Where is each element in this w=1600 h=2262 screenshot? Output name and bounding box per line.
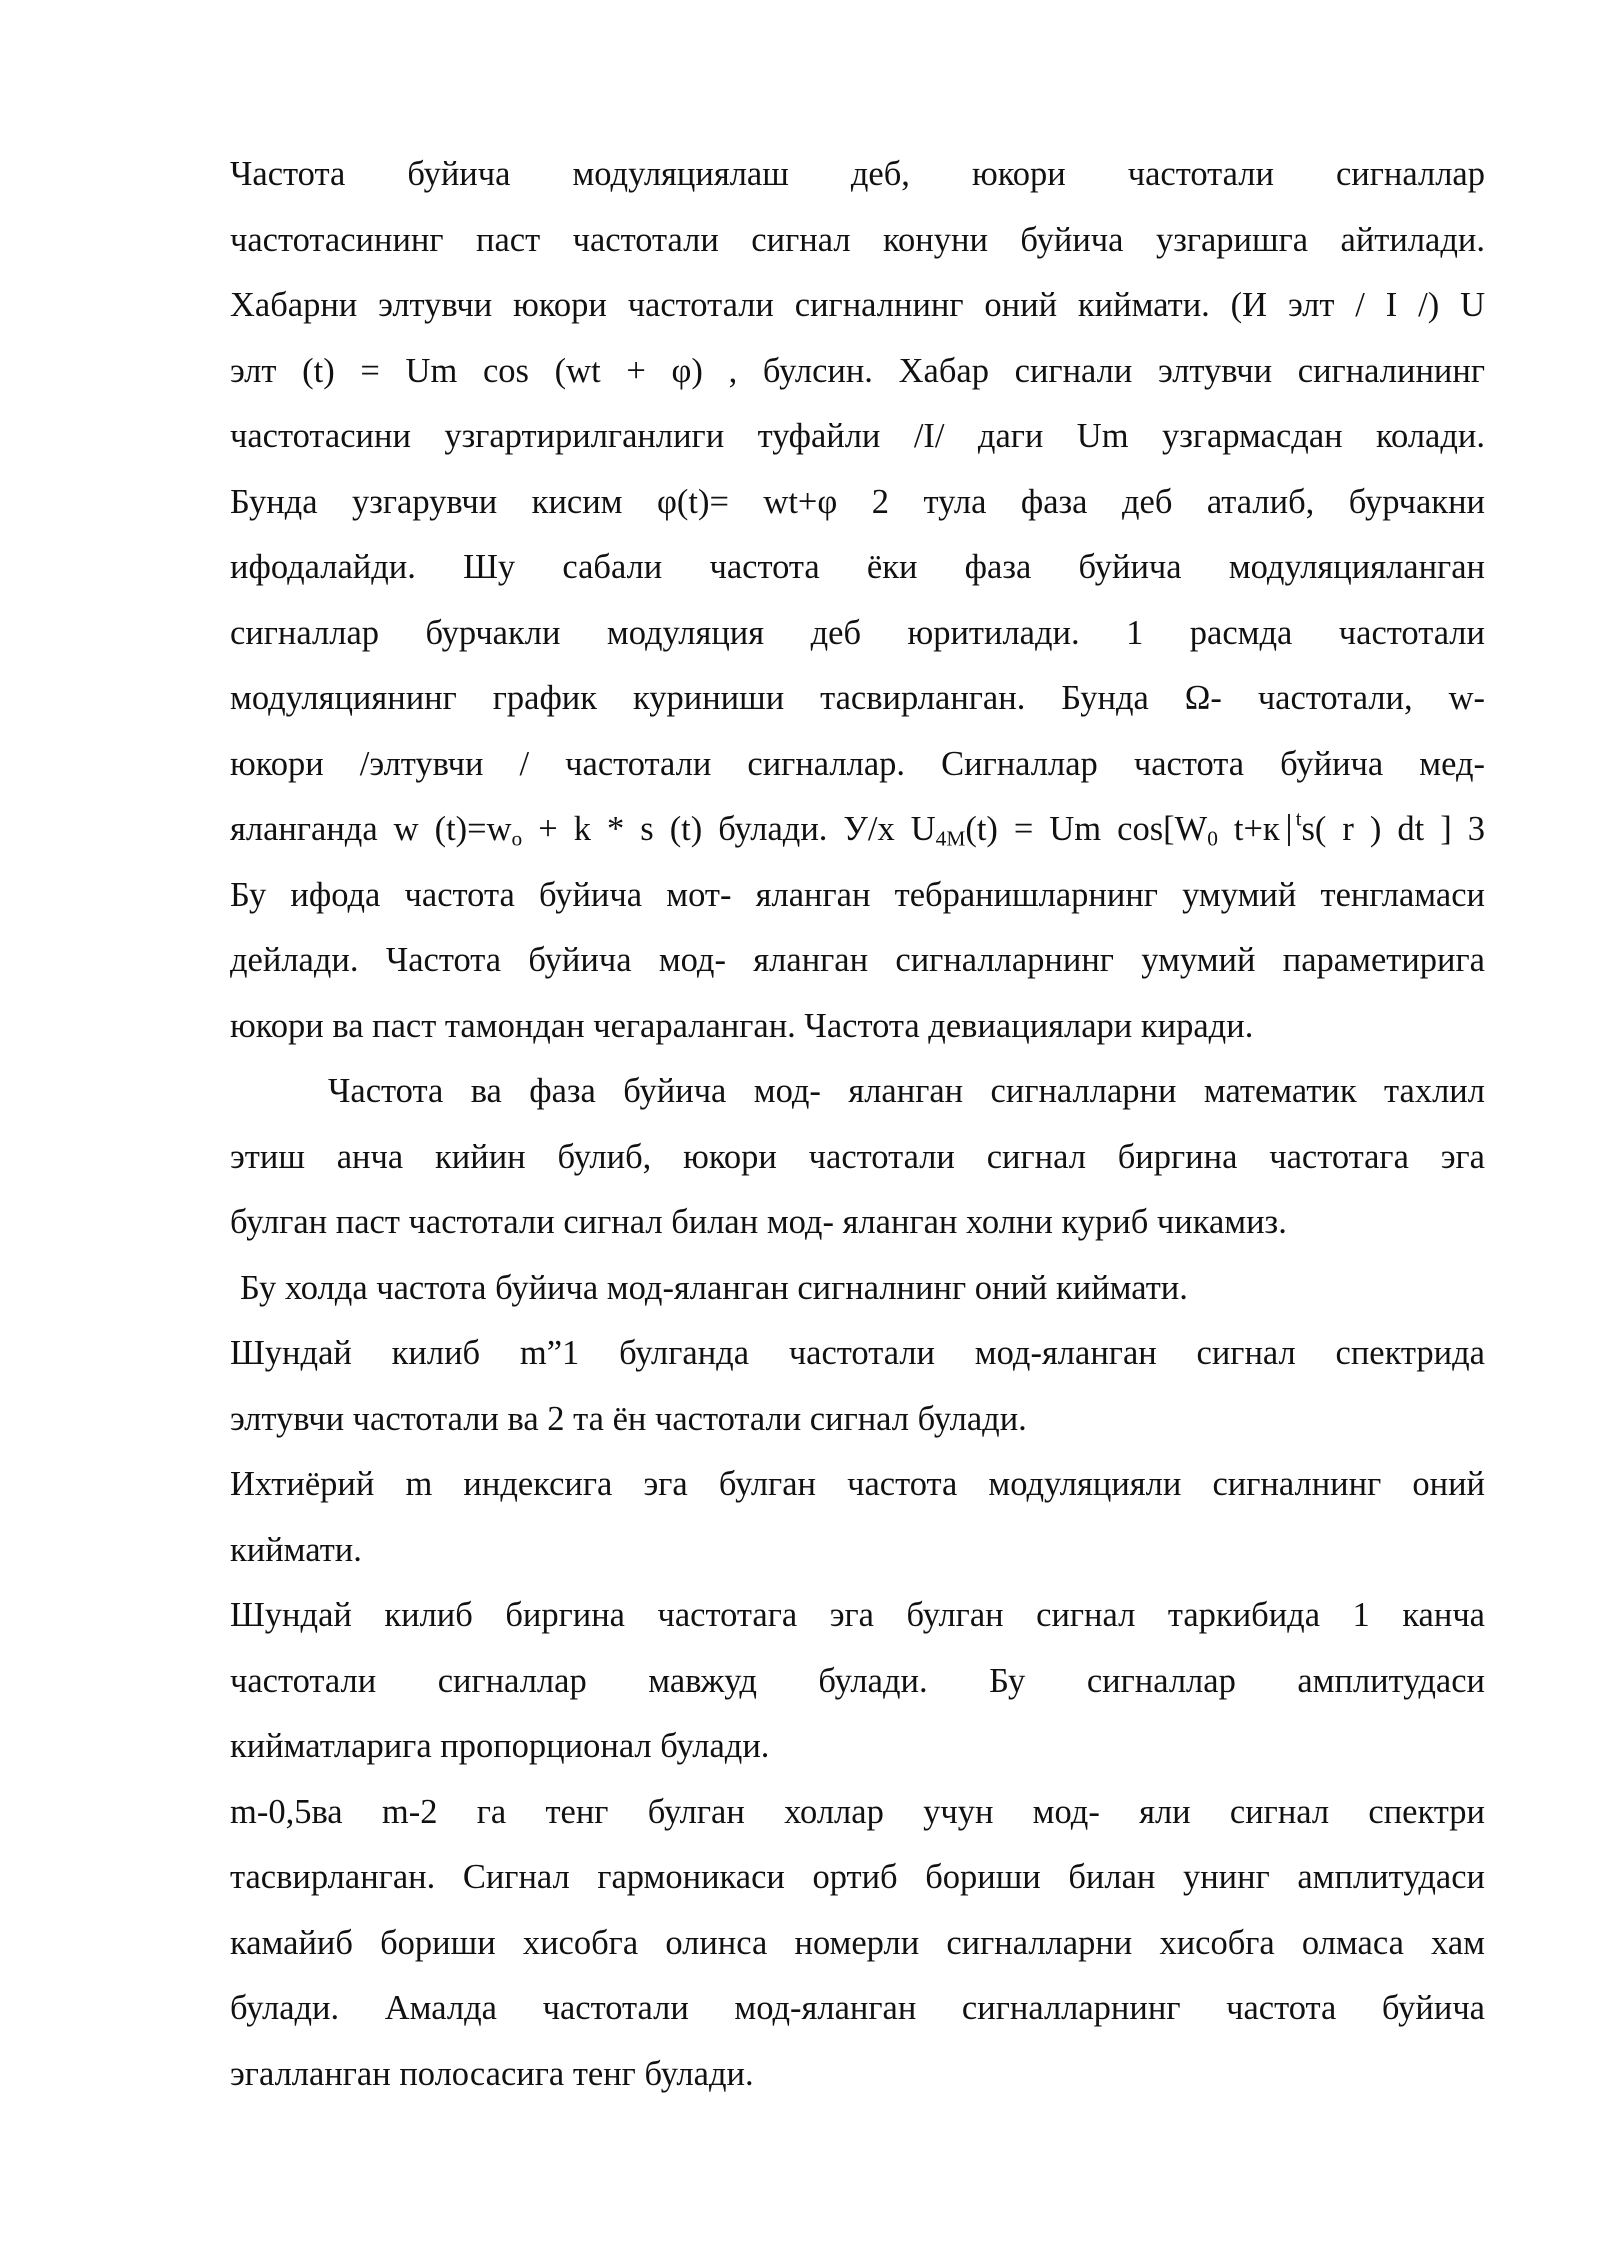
text-line: эгалланган полосасига тенг булади. [230,2054,754,2093]
text-line: тасвирланган. Сигнал гармоникаси ортиб бориши билан унинг амплитудаси [230,1858,1485,1896]
text-line: этиш анча кийин булиб, юкори частотали сигнал биргина частотага эга [230,1137,1485,1176]
text-line: m-0,5ва m-2 га тенг булган холлар учун мод- яли сигнал спектри [230,1792,1485,1831]
text-line: булган паст частотали сигнал билан мод- яланган холни куриб чикамиз. [230,1203,1287,1241]
formula-subscript: 0 [1207,826,1218,851]
integral-bar [1288,814,1290,846]
text-line: киймати. [230,1530,362,1569]
text-line: элт (t) = Um cos (wt + φ) , булсин. Хабар сигнали элтувчи сигналининг [230,351,1485,390]
text-line: Частота ва фаза буйича мод- яланган сигналларни математик тахлил [328,1072,1485,1110]
formula-part: s( r ) dt ] 3 [1301,810,1485,848]
formula-part: t+к [1217,810,1280,848]
text-line: частотали сигналлар мавжуд булади. Бу сигналлар амплитудаси [230,1661,1485,1700]
text-line: Бунда узгарувчи кисим φ(t)= wt+φ 2 тула фаза деб аталиб, бурчакни [230,482,1485,521]
formula-superscript: t [1295,808,1302,831]
text-line: юкори ва паст тамондан чегараланган. Частота девиациялари киради. [230,1006,1254,1045]
text-line: ифодалайди. Шу сабали частота ёки фаза буйича модуляцияланган [230,548,1485,586]
text-line: юкори /элтувчи / частотали сигналлар. Сигналлар частота буйича мед- [230,744,1485,783]
text-line: Шундай килиб m”1 булганда частотали мод-яланган сигнал спектрида [230,1334,1485,1372]
text-line: частотасини узгартирилганлиги туфайли /I/ даги Um узгармасдан колади. [230,417,1485,455]
formula-subscript: o [511,826,523,851]
text-line: дейлади. Частота буйича мод- яланган сигналларнинг умумий параметирига [230,941,1485,979]
formula-subscript: 4M [935,826,966,851]
text-line: сигналлар бурчакли модуляция деб юритилади. 1 расмда частотали [230,613,1485,652]
text-line: кийматларига пропорционал булади. [230,1727,770,1765]
text-line: Хабарни элтувчи юкори частотали сигналнинг оний киймати. (И элт / I /) U [230,286,1485,324]
text-line: камайиб бориши хисобга олинса номерли сигналларни хисобга олмаса хам [230,1923,1485,1962]
formula-part: (t) = Um cos[W [965,810,1208,848]
formula-part: + k * s (t) булади. У/х U [522,810,936,848]
document-text [230,150,1485,2115]
text-line: модуляциянинг график куриниши тасвирланган. Бунда Ω- частотали, w- [230,679,1485,717]
text-line: Шундай килиб биргина частотага эга булган сигнал таркибида 1 канча [230,1596,1485,1634]
text-line: Частота буйича модуляциялаш деб, юкори частотали сигналлар [230,155,1485,193]
text-line: булади. Амалда частотали мод-яланган сигналларнинг частота буйича [230,1989,1485,2027]
formula-line [230,805,1485,871]
text-line: Бу холда частота буйича мод-яланган сигналнинг оний киймати. [240,1268,1188,1307]
text-line: частотасининг паст частотали сигнал конуни буйича узгаришга айтилади. [230,220,1485,259]
text-line: Ихтиёрий m индексига эга булган частота модуляцияли сигналнинг оний [230,1465,1485,1503]
text-line: Бу ифода частота буйича мот- яланган тебранишларнинг умумий тенгламаси [230,875,1485,914]
text-line: элтувчи частотали ва 2 та ён частотали сигнал булади. [230,1399,1027,1438]
formula-part: яланганда w (t)=w [230,810,512,848]
